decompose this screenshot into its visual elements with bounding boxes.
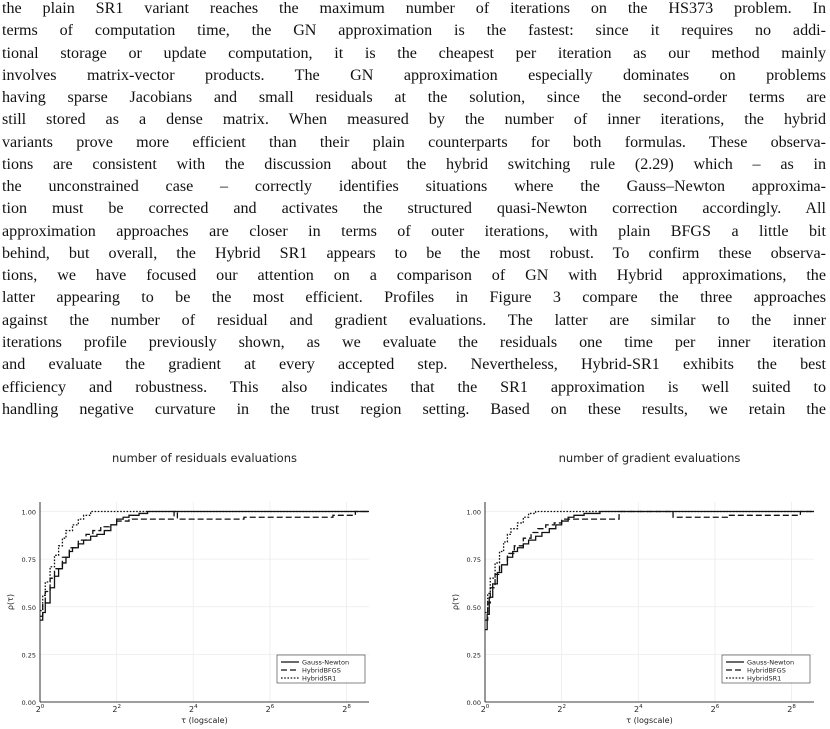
x-tick-base: 2 xyxy=(35,705,41,714)
x-tick-base: 2 xyxy=(787,705,793,714)
text-line: terms of computation time, the GN approximation is the fastest: since it requires no addi- xyxy=(2,22,826,40)
text-line: the unconstrained case – correctly identifies situations where the Gauss–Newton approxima- xyxy=(2,178,826,196)
x-tick-label xyxy=(36,704,45,714)
y-tick-label: 0.00 xyxy=(21,699,36,707)
x-tick-exponent: 8 xyxy=(792,704,796,710)
x-tick-exponent: 4 xyxy=(194,704,198,710)
x-tick-base: 2 xyxy=(480,705,486,714)
y-tick-label: 0.00 xyxy=(466,699,481,707)
x-tick-label xyxy=(634,704,643,714)
x-axis-label: τ (logscale) xyxy=(181,716,228,725)
x-axis-label: τ (logscale) xyxy=(626,716,673,725)
chart-title: number of residuals evaluations xyxy=(112,451,297,465)
text-line: tions, we have focused our attention on a comparison of GN with Hybrid approximations, the xyxy=(2,267,826,285)
figure-gradient-evaluations xyxy=(445,448,830,729)
y-tick-label: 0.75 xyxy=(21,556,36,565)
series-line-hybridsr1 xyxy=(485,512,814,613)
y-tick-label: 0.25 xyxy=(21,651,36,660)
chart-gradient-evaluations xyxy=(445,448,830,729)
text-line: and evaluate the gradient at every accepted step. Nevertheless, Hybrid-SR1 exhibits the best xyxy=(2,356,826,374)
text-line: having sparse Jacobians and small residuals at the solution, since the second-order terms are xyxy=(2,89,826,107)
x-tick-base: 2 xyxy=(710,705,716,714)
x-tick-label xyxy=(481,704,490,714)
legend-label: HybridBFGS xyxy=(747,666,786,675)
y-axis-label: ρ(τ) xyxy=(451,593,460,611)
text-line: still stored as a dense matrix. When measured by the number of inner iterations, the hybrid xyxy=(2,111,826,129)
x-tick-base: 2 xyxy=(557,705,563,714)
x-tick-exponent: 0 xyxy=(40,704,45,710)
x-tick-exponent: 8 xyxy=(347,704,351,710)
text-line: handling negative curvature in the trust region setting. Based on these results, we retain the xyxy=(2,400,826,418)
x-tick-label xyxy=(266,704,275,714)
y-tick-label: 0.50 xyxy=(21,603,36,612)
y-tick-label: 0.25 xyxy=(466,651,481,660)
x-tick-label xyxy=(342,704,351,714)
text-line: involves matrix-vector products. The GN approximation especially dominates on problems xyxy=(2,66,826,84)
text-line: latter appearing to be the most efficient. Profiles in Figure 3 compare the three approaches xyxy=(2,289,826,307)
x-tick-exponent: 2 xyxy=(562,704,566,710)
legend-label: HybridSR1 xyxy=(747,674,782,683)
text-line: approximation approaches are closer in terms of outer iterations, with plain BFGS a little bit xyxy=(2,222,826,240)
y-tick-label: 0.75 xyxy=(466,556,481,565)
x-tick-label xyxy=(787,704,796,714)
text-line: tional storage or update computation, it is the cheapest per iteration as our method mainly xyxy=(2,44,826,62)
series-line-hybridbfgs xyxy=(485,512,814,621)
x-tick-exponent: 6 xyxy=(270,704,275,710)
x-tick-base: 2 xyxy=(342,705,348,714)
x-tick-label xyxy=(557,704,566,714)
legend-label: HybridBFGS xyxy=(302,666,341,675)
text-line: efficiency and robustness. This also indicates that the SR1 approximation is well suited to xyxy=(2,378,826,396)
x-tick-base: 2 xyxy=(112,705,118,714)
legend-label: HybridSR1 xyxy=(302,674,337,683)
y-tick-label: 1.00 xyxy=(466,508,481,517)
x-tick-exponent: 0 xyxy=(485,704,490,710)
x-tick-base: 2 xyxy=(633,705,640,714)
text-line: tion must be corrected and activates the structured quasi-Newton correction accordingly. All xyxy=(2,200,826,218)
y-tick-label: 0.50 xyxy=(466,603,481,612)
x-tick-label xyxy=(189,704,198,714)
chart-title: number of gradient evaluations xyxy=(558,451,741,465)
chart-residual-evaluations xyxy=(0,448,385,729)
series-line-hybridbfgs xyxy=(40,512,369,617)
figure-residual-evaluations xyxy=(0,448,385,729)
body-paragraph xyxy=(2,0,826,421)
x-tick-exponent: 6 xyxy=(715,704,720,710)
x-tick-exponent: 4 xyxy=(639,704,643,710)
x-tick-exponent: 2 xyxy=(117,704,121,710)
series-line-gauss-newton xyxy=(40,512,369,621)
x-tick-label xyxy=(112,704,121,714)
x-tick-base: 2 xyxy=(265,705,271,714)
y-axis-label: ρ(τ) xyxy=(6,593,15,611)
y-tick-label: 1.00 xyxy=(21,508,36,517)
text-line: variants prove more efficient than their plain counterparts for both formulas. These observa- xyxy=(2,133,826,151)
series-line-gauss-newton xyxy=(485,512,814,630)
text-line: the plain SR1 variant reaches the maximum number of iterations on the HS373 problem. In xyxy=(2,0,826,17)
legend-label: Gauss-Newton xyxy=(747,658,795,667)
text-line: against the number of residual and gradient evaluations. The latter are similar to the inner xyxy=(2,311,826,329)
text-line: behind, but overall, the Hybrid SR1 appears to be the most robust. To confirm these observa- xyxy=(2,244,826,262)
x-tick-base: 2 xyxy=(188,705,195,714)
text-line: tions are consistent with the discussion about the hybrid switching rule (2.29) which – as in xyxy=(2,155,826,173)
x-tick-label xyxy=(711,704,720,714)
legend-label: Gauss-Newton xyxy=(302,658,350,667)
series-line-hybridsr1 xyxy=(40,512,369,611)
text-line: iterations profile previously shown, as we evaluate the residuals one time per inner iteration xyxy=(2,333,826,351)
